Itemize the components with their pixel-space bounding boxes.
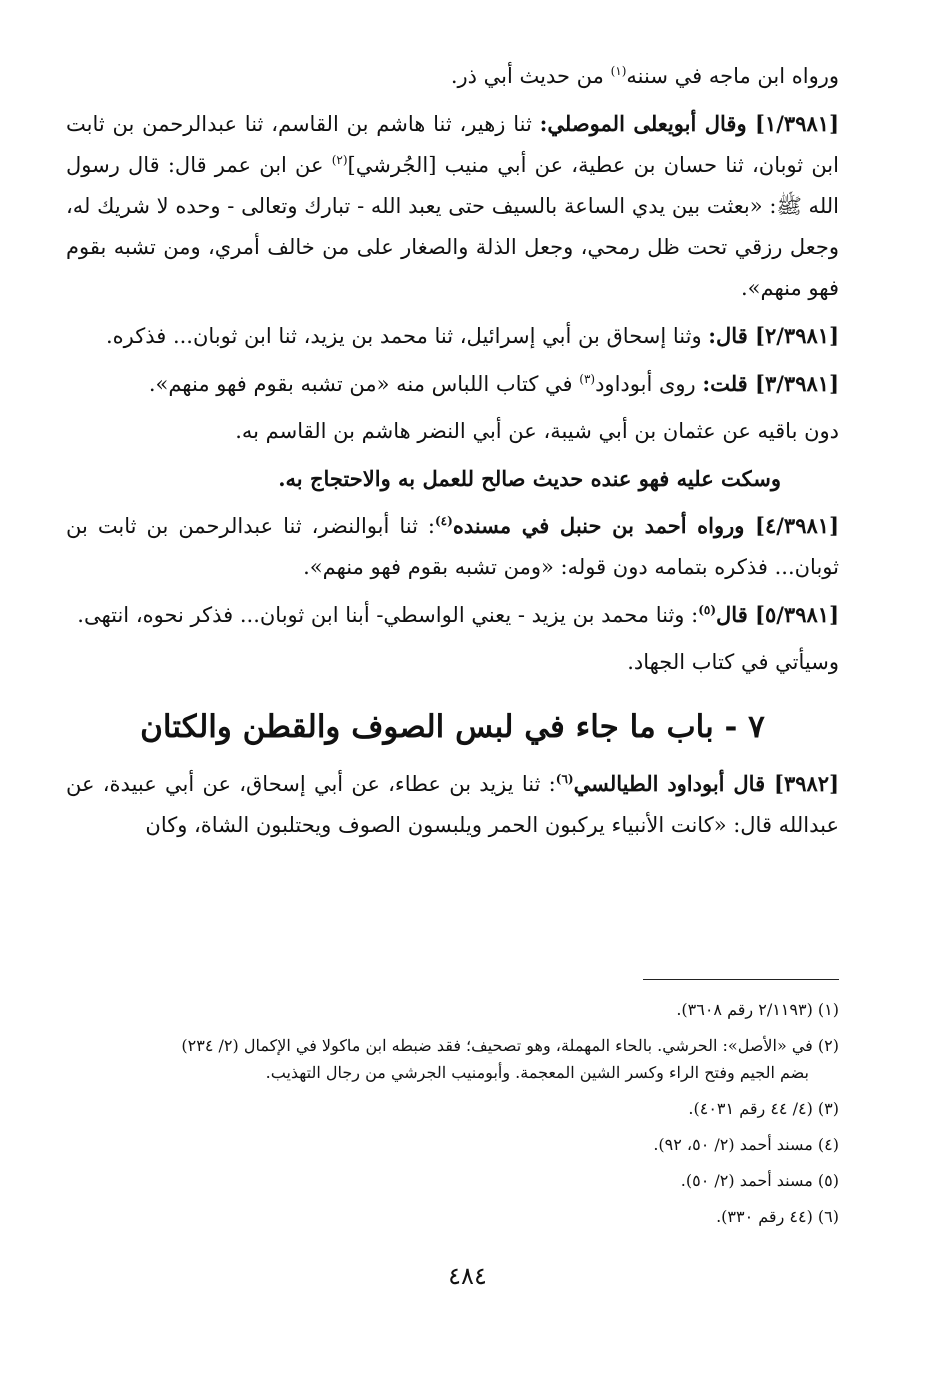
paragraph-remainder: دون باقيه عن عثمان بن أبي شيبة، عن أبي النضر هاشم بن القاسم به. xyxy=(235,419,839,443)
paragraph-intro: ورواه ابن ماجه في سننه$^{(١)}$ من حديث أبي ذر. xyxy=(450,64,839,88)
footnote-6: (٦) (٤٤ رقم ٣٣٠). xyxy=(716,1207,839,1226)
footnote-ref: (٢) xyxy=(331,153,348,167)
footnote-2-continued: بضم الجيم وفتح الراء وكسر الشين المعجمة. وأبومنيب الجرشي من رجال التهذيب. xyxy=(265,1063,809,1082)
chapter-heading: ٧ - باب ما جاء في لبس الصوف والقطن والكتان xyxy=(140,709,765,745)
hadith-3981-5: [٥/٣٩٨١] قال$^{(٥)}$: وثنا محمد بن يزيد - يعني الواسطي- أبنا ابن ثوبان... فذكر نحوه، انتهى. xyxy=(77,602,839,627)
page-number: ٤٨٤ xyxy=(448,1262,487,1290)
footnote-ref: (٥) xyxy=(698,603,717,617)
footnote-ref: (٣) xyxy=(579,372,596,386)
footnote-3: (٣) (٤/ ٤٤ رقم ٤٠٣١). xyxy=(688,1099,839,1118)
hadith-heading: [٣/٣٩٨١] قلت: xyxy=(702,371,839,396)
footnote-1: (١) (٢/١١٩٣ رقم ٣٦٠٨). xyxy=(676,1000,839,1019)
footnote-2: (٢) في «الأصل»: الحرشي. بالحاء المهملة، وهو تصحيف؛ فقد ضبطه ابن ماكولا في الإكمال (٢/ ٢٣٤) xyxy=(181,1036,839,1055)
hadith-heading: [٣٩٨٢] قال أبوداود الطيالسي$^{(٦)}$ xyxy=(555,771,839,796)
paragraph-jihad: وسيأتي في كتاب الجهاد. xyxy=(627,650,839,674)
footnote-ref: (٤) xyxy=(434,514,453,528)
hadith-heading: [٤/٣٩٨١] ورواه أحمد بن حنبل في مسنده$^{(٤)}$ xyxy=(434,513,839,538)
hadith-heading: [٥/٣٩٨١] قال$^{(٥)}$ xyxy=(698,602,839,627)
footnotes xyxy=(66,996,839,1239)
hadith-3981-2: [٢/٣٩٨١] قال: وثنا إسحاق بن أبي إسرائيل، ثنا محمد بن يزيد، ثنا ابن ثوبان... فذكره. xyxy=(105,323,839,348)
hadith-3981-3: [٣/٣٩٨١] قلت: روى أبوداود$^{(٣)}$ في كتاب اللباس منه «من تشبه بقوم فهو منهم». xyxy=(148,371,839,396)
hadith-3981-4: [٤/٣٩٨١] ورواه أحمد بن حنبل في مسنده$^{(٤)}$: ثنا أبوالنضر، ثنا عبدالرحمن بن ثابت بن ثوبان... فذكره بتمامه دون قوله: «ومن تشبه بقوم فهو منهم». xyxy=(66,513,839,579)
hadith-3982: [٣٩٨٢] قال أبوداود الطيالسي$^{(٦)}$: ثنا يزيد بن عطاء، عن أبي إسحاق، عن أبي عبيدة، عن عبدالله قال: «كانت الأنبياء يركبون الحمر ويلبسون الصوف ويحتلبون الشاة، وكان xyxy=(66,771,839,837)
hadith-heading: [١/٣٩٨١] وقال أبويعلى الموصلي: xyxy=(539,111,839,136)
paragraph-ruling: وسكت عليه فهو عنده حديث صالح للعمل به والاحتجاج به. xyxy=(278,466,781,491)
footnote-ref: (١) xyxy=(610,64,627,78)
footnote-separator xyxy=(643,979,839,980)
hadith-3981-1: [١/٣٩٨١] وقال أبويعلى الموصلي: ثنا زهير، ثنا هاشم بن القاسم، ثنا عبدالرحمن بن ثابت ابن ثوبان، ثنا حسان بن عطية، عن أبي منيب [الجُرشي]$^{(٢)}$ عن ابن عمر قال: قال رسول الله ﷺ: «بعثت بين يدي الساعة بالسيف حتى يعبد الله - تبارك وتعالى - وحده لا شريك له، وجعل رزقي تحت ظل رمحي، وجعل الذلة والصغار على من خالف أمري، ومن تشبه بقوم فهو منهم». xyxy=(66,111,839,300)
hadith-heading: [٢/٣٩٨١] قال: xyxy=(708,323,839,348)
main-text xyxy=(66,56,839,852)
footnote-5: (٥) مسند أحمد (٢/ ٥٠). xyxy=(680,1171,839,1190)
footnote-4: (٤) مسند أحمد (٢/ ٥٠، ٩٢). xyxy=(653,1135,839,1154)
footnote-ref: (٦) xyxy=(555,772,574,786)
